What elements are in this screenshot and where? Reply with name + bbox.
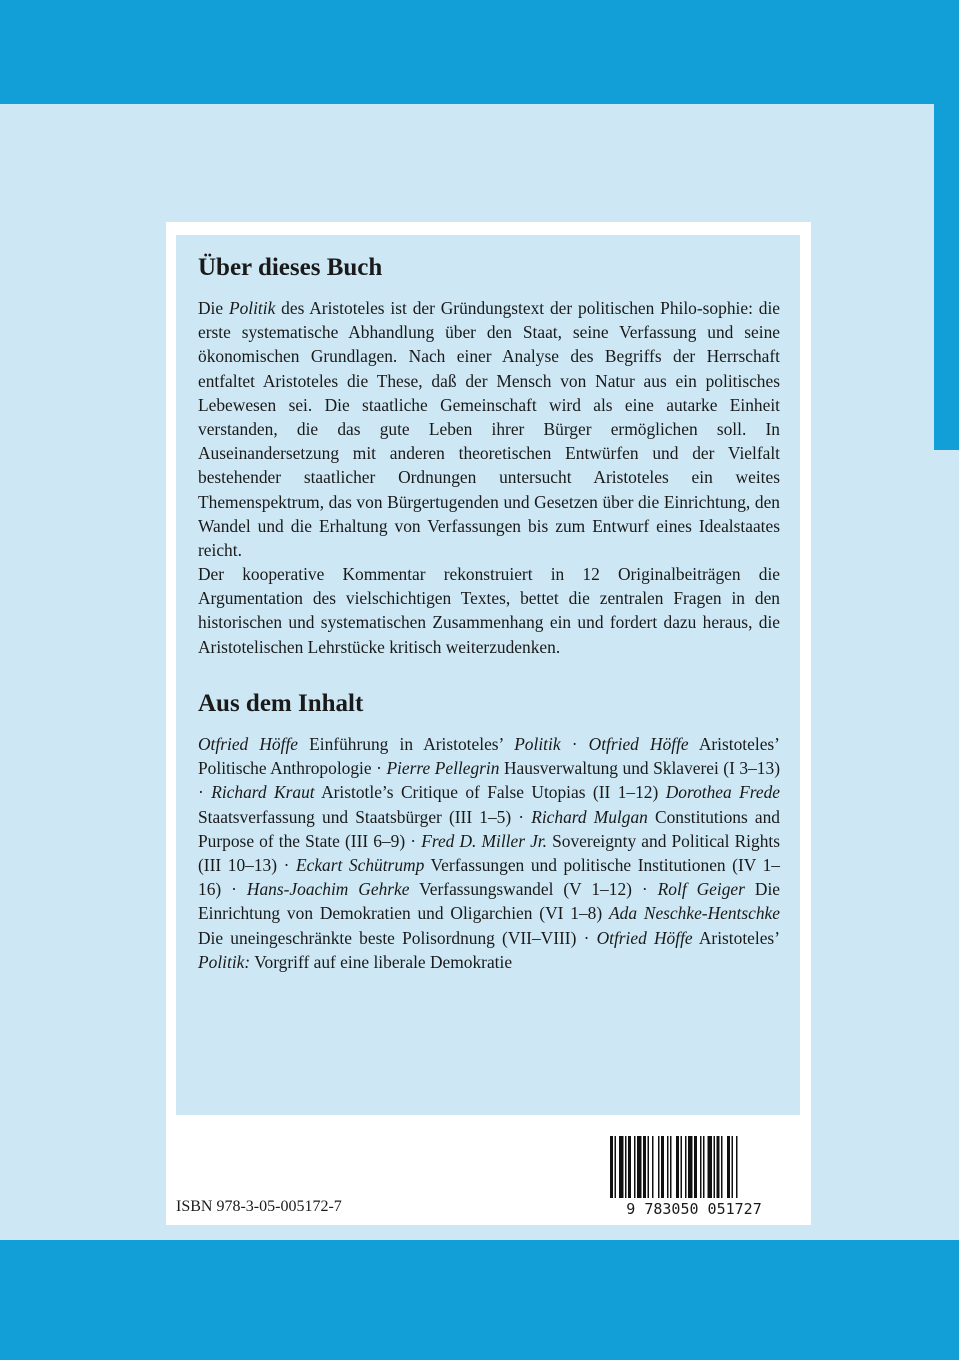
barcode-bar	[700, 1136, 702, 1198]
contents-author: Hans-Joachim Gehrke	[246, 879, 410, 900]
contents-text: Aristotle’s Critique of False Utopias (II 1–12)	[314, 782, 666, 803]
barcode-bar	[717, 1136, 720, 1198]
contents-author: Eckart Schütrump	[295, 855, 425, 876]
contents-author: Richard Kraut	[211, 782, 315, 803]
contents-text: Aristoteles’ Politische Anthropologie ·	[198, 734, 780, 779]
contents-text: Constitutions and Purpose of the State (III 6–9) ·	[198, 806, 780, 851]
barcode-bar	[661, 1136, 664, 1198]
barcode-bar	[628, 1136, 631, 1198]
barcode-bar	[714, 1136, 716, 1198]
contents-text: Die Einrichtung von Demokratien und Oligarchien (VI 1–8)	[198, 879, 780, 924]
barcode-bar	[610, 1136, 613, 1198]
contents-author: Rolf Geiger	[657, 879, 745, 900]
barcode-bar	[648, 1136, 650, 1198]
barcode-bar	[703, 1136, 705, 1198]
barcode-bar	[732, 1136, 734, 1198]
about-paragraph-1	[198, 296, 780, 562]
contents-author: Otfried Höffe	[588, 734, 689, 754]
contents-author: Otfried Höffe	[596, 927, 693, 948]
barcode	[604, 1134, 784, 1218]
barcode-bar	[727, 1136, 730, 1198]
barcode-bar	[676, 1136, 679, 1198]
spine-color-strip	[934, 104, 959, 450]
about-heading: Über dieses Buch	[198, 254, 383, 281]
contents-heading: Aus dem Inhalt	[198, 690, 364, 717]
barcode-bar	[688, 1136, 693, 1198]
barcode-bar	[619, 1136, 624, 1198]
contents-title: Politik:	[198, 951, 251, 972]
barcode-bar	[694, 1136, 697, 1198]
barcode-bar	[634, 1136, 636, 1198]
contents-author: Ada Neschke-Hentschke	[609, 903, 780, 924]
contents-author: Pierre Pellegrin	[386, 758, 500, 779]
barcode-bar	[667, 1136, 669, 1198]
barcode-bar	[643, 1136, 646, 1198]
contents-text: Verfassungswandel (V 1–12) ·	[409, 879, 658, 900]
barcode-digits: 9 783050 051727	[626, 1200, 762, 1218]
contents-author: Dorothea Frede	[665, 782, 780, 803]
contents-text: Die uneingeschränkte beste Polisordnung (VII–VIII) ·	[198, 927, 597, 948]
contents-text: Staatsverfassung und Staatsbürger (III 1–5) ·	[198, 806, 532, 827]
barcode-bar	[652, 1136, 654, 1198]
contents-text: Hausverwaltung und Sklaverei (I 3–13) ·	[198, 758, 780, 803]
contents-paragraph	[198, 732, 780, 974]
contents-author: Richard Mulgan	[531, 806, 648, 827]
contents-title: Politik	[514, 734, 561, 754]
isbn-label: ISBN 978-3-05-005172-7	[176, 1198, 342, 1215]
barcode-bar	[708, 1136, 713, 1198]
barcode-bar	[658, 1136, 660, 1198]
contents-text: Einführung in Aristoteles’	[298, 734, 515, 754]
contents-author: Fred D. Miller Jr.	[421, 830, 547, 851]
barcode-bar	[685, 1136, 687, 1198]
barcode-bar	[681, 1136, 683, 1198]
about-paragraph-2: Der kooperative Kommentar rekonstruiert in 12 Originalbeiträgen die Argumentation des vielschichtigen Textes, bettet die zentralen Fragen in den historischen und systematischen Zusammenhang ein und fordert dazu heraus, die Aristotelischen Lehrstücke kritisch weiterzudenken.	[198, 564, 780, 657]
about-text: Die	[198, 298, 229, 318]
contents-text: Vorgriff auf eine liberale Demokratie	[250, 951, 513, 972]
about-text: des Aristoteles ist der Gründungstext der politischen Philo-sophie: die erste systematische Abhandlung über den Staat, seine Verfassung und seine ökonomischen Grundlagen. Nach einer Analyse des Begriffs der Herrschaft entfaltet Aristoteles die These, daß der Mensch von Natur aus ein politisches Lebewesen sei. Die staatliche Gemeinschaft wird als eine autarke Einheit verstanden, die das gute Leben ihrer Bürger ermöglichen soll. In Auseinandersetzung mit anderen theoretischen Entwürfen und der Vielfalt bestehender staatlicher Ordnungen untersucht Aristoteles ein weites Themenspektrum, das von Bürgertugenden und Gesetzen über die Einrichtung, den Wandel und die Erhaltung von Verfassungen bis zum Entwurf eines Idealstaates reicht.	[198, 298, 780, 561]
barcode-bar	[670, 1136, 672, 1198]
barcode-bar	[736, 1136, 738, 1198]
contents-text: ·	[560, 734, 589, 754]
book-title: Politik	[228, 298, 276, 318]
barcode-bar	[615, 1136, 617, 1198]
bottom-color-band	[0, 1240, 959, 1360]
barcode-bar	[637, 1136, 642, 1198]
top-color-band	[0, 0, 959, 104]
contents-text: Sovereignty and Political Rights (III 10–13) ·	[198, 830, 781, 876]
contents-text: Aristoteles’	[692, 927, 780, 948]
barcode-bar	[625, 1136, 627, 1198]
barcode-bar	[721, 1136, 723, 1198]
contents-author: Otfried Höffe	[198, 734, 299, 754]
contents-text: Verfassungen und politische Institutionen (IV 1–16) ·	[198, 855, 780, 900]
